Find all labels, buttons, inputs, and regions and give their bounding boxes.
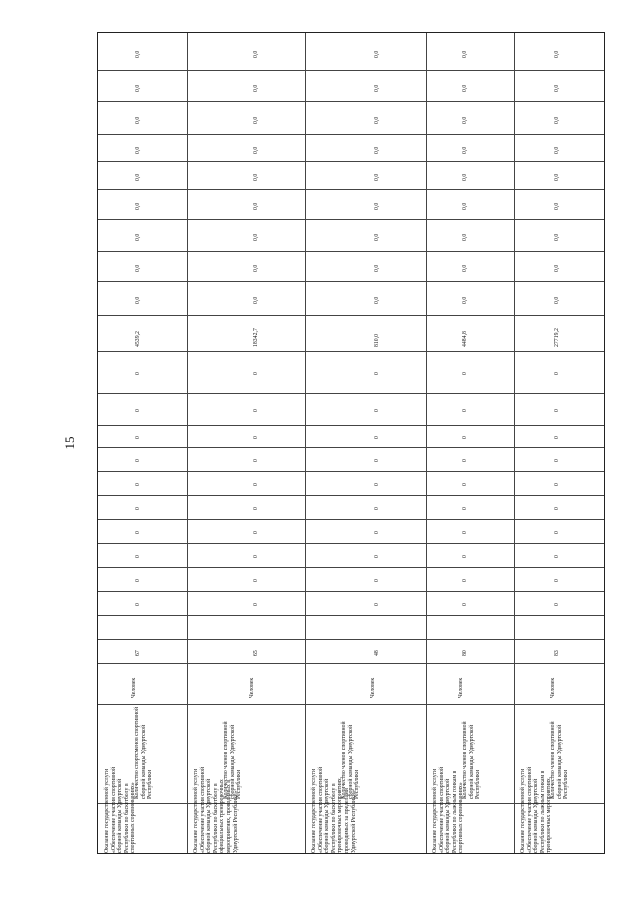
finance-value: 0,0 — [135, 116, 141, 124]
finance-value: 0,0 — [253, 233, 259, 241]
indicator-zero: 0 — [253, 483, 259, 486]
indicator-zero: 0 — [462, 531, 468, 534]
column-separator — [98, 425, 604, 426]
finance-value: 0,0 — [554, 296, 560, 304]
column-separator — [98, 471, 604, 472]
column-separator — [98, 615, 604, 616]
finance-value: 0,0 — [462, 116, 468, 124]
finance-value: 0,0 — [462, 202, 468, 210]
column-separator — [98, 315, 604, 316]
finance-value: 0,0 — [253, 50, 259, 58]
total-value: 810,0 — [374, 333, 380, 347]
finance-value: 0,0 — [253, 202, 259, 210]
column-separator — [98, 495, 604, 496]
finance-value: 0,0 — [462, 84, 468, 92]
column-separator — [98, 663, 604, 664]
indicator-zero: 0 — [462, 372, 468, 375]
indicator-zero: 0 — [135, 555, 141, 558]
service-description: Оказание государственной услуги «Обеспечение участия спортивной сборной команды Удмуртской Республики по лыжным гонкам в тренировочных мероприятиях, — [520, 766, 553, 853]
indicator-zero: 0 — [135, 483, 141, 486]
indicator-name: Количество членов спортивной сборной команды Удмуртской Республики — [223, 721, 243, 799]
finance-value: 0,0 — [462, 173, 468, 181]
indicator-zero: 0 — [135, 459, 141, 462]
unit-label: Человек — [370, 677, 376, 698]
indicator-value: 65 — [253, 650, 259, 656]
indicator-zero: 0 — [374, 531, 380, 534]
row-separator — [426, 33, 427, 853]
finance-value: 0,0 — [135, 84, 141, 92]
finance-value: 0,0 — [554, 233, 560, 241]
total-value: 18342,7 — [253, 328, 259, 347]
finance-value: 0,0 — [135, 50, 141, 58]
unit-label: Человек — [249, 677, 255, 698]
indicator-zero: 0 — [135, 603, 141, 606]
page-number: 15 — [62, 436, 77, 450]
indicator-zero: 0 — [374, 436, 380, 439]
finance-value: 0,0 — [462, 296, 468, 304]
finance-value: 0,0 — [374, 202, 380, 210]
indicator-value: 48 — [374, 650, 380, 656]
indicator-value: 83 — [554, 650, 560, 656]
indicator-zero: 0 — [462, 483, 468, 486]
indicator-name: Количество членов спортивной сборной команды Удмуртской Республики — [462, 721, 482, 799]
column-separator — [98, 447, 604, 448]
service-description: Оказание государственной услуги «Обеспечение участия спортивной сборной команды Удмуртской Республики по баскетболу в официальных тренировочных мероприятиях, проводимых в Удмуртской Республике» — [193, 766, 239, 853]
finance-value: 0,0 — [135, 146, 141, 154]
total-value: 4539,2 — [135, 331, 141, 347]
indicator-name: Количество спортсменов спортивной сборной команды Удмуртской Республики — [134, 706, 154, 799]
column-separator — [98, 251, 604, 252]
indicator-zero: 0 — [554, 555, 560, 558]
finance-value: 0,0 — [135, 173, 141, 181]
indicator-zero: 0 — [253, 459, 259, 462]
service-description: Оказание государственной услуги «Обеспечение участия спортивной сборной команды Удмуртской Республики по баскетболу в спортивных соревнованиях» — [104, 766, 137, 853]
indicator-name: Количество членов спортивной сборной команды Удмуртской Республики — [550, 721, 570, 799]
column-separator — [98, 161, 604, 162]
row-separator — [305, 33, 306, 853]
indicator-zero: 0 — [554, 507, 560, 510]
indicator-value: 67 — [135, 650, 141, 656]
column-separator — [98, 281, 604, 282]
indicator-zero: 0 — [374, 409, 380, 412]
indicator-zero: 0 — [554, 459, 560, 462]
finance-value: 0,0 — [374, 84, 380, 92]
indicator-zero: 0 — [462, 507, 468, 510]
indicator-zero: 0 — [135, 372, 141, 375]
finance-value: 0,0 — [374, 116, 380, 124]
column-separator — [98, 519, 604, 520]
total-value: 4484,8 — [462, 331, 468, 347]
indicator-zero: 0 — [253, 372, 259, 375]
indicator-zero: 0 — [374, 459, 380, 462]
indicator-zero: 0 — [554, 372, 560, 375]
indicator-zero: 0 — [462, 555, 468, 558]
finance-value: 0,0 — [554, 202, 560, 210]
finance-value: 0,0 — [462, 146, 468, 154]
unit-label: Человек — [458, 677, 464, 698]
indicator-zero: 0 — [554, 579, 560, 582]
finance-value: 0,0 — [374, 264, 380, 272]
column-separator — [98, 393, 604, 394]
total-value: 27719,2 — [554, 328, 560, 347]
indicator-zero: 0 — [554, 409, 560, 412]
indicator-zero: 0 — [135, 507, 141, 510]
finance-value: 0,0 — [374, 233, 380, 241]
finance-value: 0,0 — [135, 296, 141, 304]
indicator-zero: 0 — [253, 436, 259, 439]
finance-value: 0,0 — [374, 296, 380, 304]
finance-value: 0,0 — [374, 146, 380, 154]
finance-value: 0,0 — [253, 264, 259, 272]
indicator-zero: 0 — [462, 603, 468, 606]
indicator-zero: 0 — [462, 436, 468, 439]
unit-label: Человек — [131, 677, 137, 698]
indicator-zero: 0 — [253, 531, 259, 534]
column-separator — [98, 189, 604, 190]
rotated-data-table — [97, 32, 605, 854]
indicator-zero: 0 — [462, 459, 468, 462]
finance-value: 0,0 — [135, 202, 141, 210]
column-separator — [98, 351, 604, 352]
finance-value: 0,0 — [253, 146, 259, 154]
column-separator — [98, 70, 604, 71]
indicator-zero: 0 — [135, 531, 141, 534]
finance-value: 0,0 — [253, 296, 259, 304]
finance-value: 0,0 — [554, 116, 560, 124]
indicator-zero: 0 — [374, 483, 380, 486]
finance-value: 0,0 — [135, 233, 141, 241]
indicator-zero: 0 — [374, 555, 380, 558]
finance-value: 0,0 — [253, 173, 259, 181]
finance-value: 0,0 — [253, 116, 259, 124]
finance-value: 0,0 — [462, 50, 468, 58]
column-separator — [98, 543, 604, 544]
finance-value: 0,0 — [135, 264, 141, 272]
column-separator — [98, 101, 604, 102]
indicator-zero: 0 — [374, 372, 380, 375]
service-description: Оказание государственной услуги «Обеспечение участия спортивной сборной команды Удмуртской Республики по лыжным гонкам в спортивных соревнованиях» — [432, 766, 465, 853]
finance-value: 0,0 — [554, 146, 560, 154]
indicator-zero: 0 — [253, 555, 259, 558]
finance-value: 0,0 — [374, 173, 380, 181]
indicator-zero: 0 — [253, 409, 259, 412]
indicator-zero: 0 — [554, 436, 560, 439]
finance-value: 0,0 — [554, 264, 560, 272]
finance-value: 0,0 — [554, 84, 560, 92]
finance-value: 0,0 — [253, 84, 259, 92]
service-description: Оказание государственной услуги «Обеспечение участия спортивной сборной команды Удмуртской Республики по баскетболу в тренировочных мероприятиях, проводимых за пределами Удмуртской Республики» — [311, 766, 357, 853]
finance-value: 0,0 — [462, 264, 468, 272]
column-separator — [98, 639, 604, 640]
indicator-zero: 0 — [374, 579, 380, 582]
indicator-zero: 0 — [253, 603, 259, 606]
column-separator — [98, 591, 604, 592]
column-separator — [98, 567, 604, 568]
finance-value: 0,0 — [554, 173, 560, 181]
indicator-zero: 0 — [554, 483, 560, 486]
indicator-zero: 0 — [462, 409, 468, 412]
row-separator — [187, 33, 188, 853]
indicator-zero: 0 — [554, 603, 560, 606]
indicator-zero: 0 — [374, 603, 380, 606]
indicator-zero: 0 — [253, 579, 259, 582]
finance-value: 0,0 — [462, 233, 468, 241]
indicator-zero: 0 — [135, 436, 141, 439]
column-separator — [98, 219, 604, 220]
indicator-zero: 0 — [554, 531, 560, 534]
indicator-zero: 0 — [135, 409, 141, 412]
finance-value: 0,0 — [374, 50, 380, 58]
column-separator — [98, 134, 604, 135]
indicator-name: Количество членов спортивной сборной команды Удмуртской Республики — [341, 721, 361, 799]
row-separator — [514, 33, 515, 853]
finance-value: 0,0 — [554, 50, 560, 58]
indicator-zero: 0 — [462, 579, 468, 582]
indicator-zero: 0 — [253, 507, 259, 510]
indicator-value: 80 — [462, 650, 468, 656]
indicator-zero: 0 — [374, 507, 380, 510]
unit-label: Человек — [550, 677, 556, 698]
indicator-zero: 0 — [135, 579, 141, 582]
